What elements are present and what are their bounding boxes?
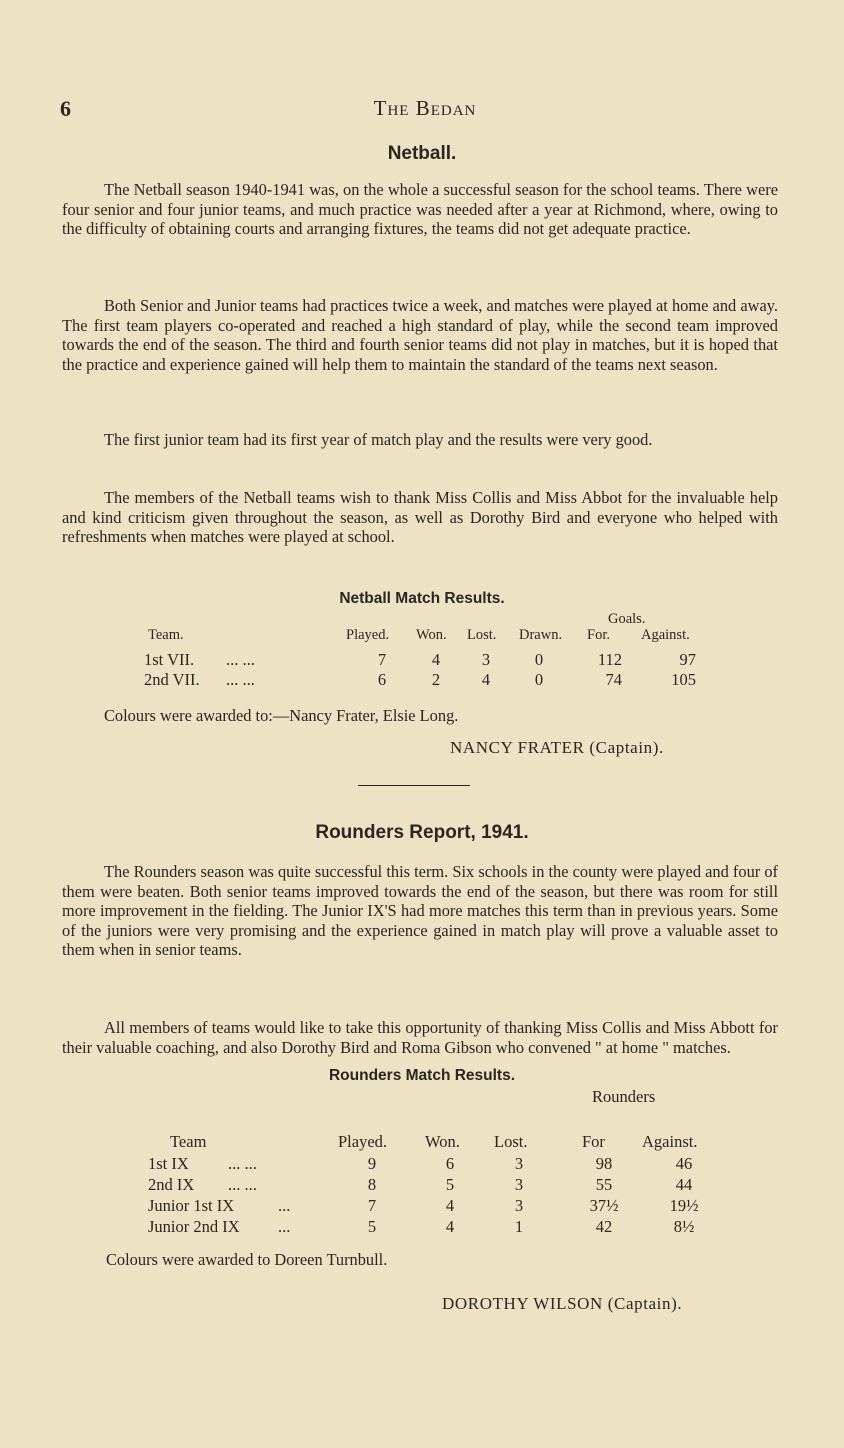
row-team: 1st IX xyxy=(148,1154,189,1173)
row-leader-dots: ... xyxy=(278,1217,291,1236)
row-team: Junior 1st IX xyxy=(148,1196,235,1215)
row-against: 44 xyxy=(675,1175,693,1194)
row-for: 42 xyxy=(595,1217,613,1236)
rounders-col-played: Played. xyxy=(338,1132,388,1151)
row-played: 9 xyxy=(367,1154,377,1173)
netball-col-lost: Lost. xyxy=(467,627,497,643)
netball-colours-note: Colours were awarded to:—Nancy Frater, Elsie Long. xyxy=(104,706,459,725)
netball-table-title: Netball Match Results. xyxy=(339,590,505,607)
row-played: 5 xyxy=(367,1217,377,1236)
page-header xyxy=(60,96,790,126)
netball-col-team: Team. xyxy=(148,627,184,643)
row-drawn: 0 xyxy=(534,670,544,689)
row-played: 6 xyxy=(377,670,387,689)
row-leader-dots: ... ... xyxy=(226,670,255,689)
netball-col-drawn: Drawn. xyxy=(519,627,563,643)
row-lost: 4 xyxy=(481,670,491,689)
rounders-captain-signature: DOROTHY WILSON (Captain). xyxy=(442,1294,683,1313)
row-won: 6 xyxy=(445,1154,455,1173)
running-title: The Bedan xyxy=(373,96,477,120)
row-against: 105 xyxy=(671,670,696,689)
row-against: 8½ xyxy=(673,1217,695,1236)
row-for: 74 xyxy=(605,670,622,689)
row-lost: 3 xyxy=(514,1196,524,1215)
row-against: 19½ xyxy=(669,1196,699,1215)
netball-paragraph-2: Both Senior and Junior teams had practices twice a week, and matches were played at home and away. The first team players co-operated and reached a high standard of play, while the second team improved towards the end of the season. The third and fourth senior teams did not play in matches, but it is hoped that the practice and experience gained will help them to maintain the standard of the teams next season. xyxy=(62,296,778,374)
row-against: 46 xyxy=(675,1154,693,1173)
netball-goals-header: Goals. xyxy=(608,611,646,627)
netball-col-played: Played. xyxy=(346,627,390,643)
row-leader-dots: ... ... xyxy=(226,650,255,669)
row-lost: 1 xyxy=(514,1217,524,1236)
page-number: 6 xyxy=(60,96,71,121)
rounders-col-against: Against. xyxy=(642,1132,698,1151)
row-won: 4 xyxy=(431,650,441,669)
rounders-paragraph-2: All members of teams would like to take this opportunity of thanking Miss Collis and Miss Abbott for their valuable coaching, and also Dorothy Bird and Roma Gibson who convened " at home " matches. xyxy=(62,1018,778,1057)
row-for: 37½ xyxy=(589,1196,619,1215)
row-won: 4 xyxy=(445,1196,455,1215)
rounders-col-team: Team xyxy=(170,1132,207,1151)
row-for: 112 xyxy=(597,650,622,669)
netball-captain-signature: NANCY FRATER (Captain). xyxy=(450,738,664,757)
row-team: 1st VII. xyxy=(144,650,195,669)
netball-title: Netball. xyxy=(387,143,457,164)
netball-col-for: For. xyxy=(587,627,610,643)
netball-paragraph-4: The members of the Netball teams wish to thank Miss Collis and Miss Abbot for the invaluable help and kind criticism given throughout the season, as well as Dorothy Bird and everyone who helped with refreshments when matches were played at school. xyxy=(62,488,778,547)
netball-col-won: Won. xyxy=(416,627,447,643)
row-team: 2nd IX xyxy=(148,1175,195,1194)
row-won: 2 xyxy=(431,670,441,689)
row-lost: 3 xyxy=(514,1175,524,1194)
row-lost: 3 xyxy=(481,650,491,669)
row-team: 2nd VII. xyxy=(144,670,200,689)
row-leader-dots: ... xyxy=(278,1196,291,1215)
row-against: 97 xyxy=(679,650,696,669)
row-won: 5 xyxy=(445,1175,455,1194)
rounders-col-won: Won. xyxy=(425,1132,460,1151)
netball-paragraph-1: The Netball season 1940-1941 was, on the whole a successful season for the school teams. There were four senior and four junior teams, and much practice was needed after a year at Richmond, where, owing to the difficulty of obtaining courts and arranging fixtures, the teams did not get adequate practice. xyxy=(62,180,778,239)
netball-paragraph-3: The first junior team had its first year of match play and the results were very good. xyxy=(104,430,653,449)
row-lost: 3 xyxy=(514,1154,524,1173)
rounders-col-lost: Lost. xyxy=(494,1132,528,1151)
rounders-colours-note: Colours were awarded to Doreen Turnbull. xyxy=(106,1250,388,1269)
row-leader-dots: ... ... xyxy=(228,1175,257,1194)
row-leader-dots: ... ... xyxy=(228,1154,257,1173)
row-won: 4 xyxy=(445,1217,455,1236)
netball-col-against: Against. xyxy=(641,627,690,643)
row-for: 55 xyxy=(595,1175,613,1194)
row-played: 8 xyxy=(367,1175,377,1194)
row-drawn: 0 xyxy=(534,650,544,669)
row-played: 7 xyxy=(377,650,387,669)
row-for: 98 xyxy=(595,1154,613,1173)
row-team: Junior 2nd IX xyxy=(148,1217,240,1236)
rounders-col-for: For xyxy=(582,1132,605,1151)
rounders-title: Rounders Report, 1941. xyxy=(315,822,529,843)
rounders-group-header: Rounders xyxy=(592,1087,656,1106)
rounders-table-title: Rounders Match Results. xyxy=(328,1067,516,1084)
row-played: 7 xyxy=(367,1196,377,1215)
rounders-paragraph-1: The Rounders season was quite successful this term. Six schools in the county were played and four of them were beaten. Both senior teams improved towards the end of the season, but there was room for still more improvement in the fielding. The Junior IX'S had more matches this term than in previous years. Some of the juniors were very promising and the experience gained in match play will prove a valuable asset to them when in senior teams. xyxy=(62,862,778,960)
section-divider xyxy=(358,785,470,786)
